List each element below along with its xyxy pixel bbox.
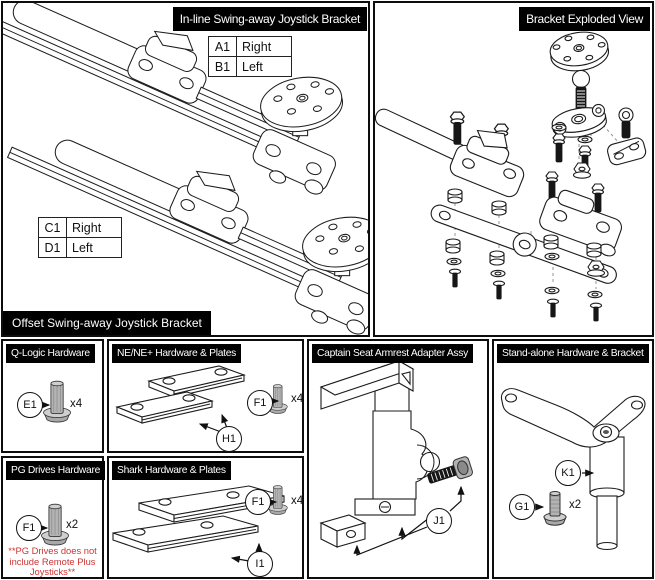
- captain-adapter-drawing: [309, 341, 487, 577]
- item-side: Right: [67, 218, 122, 238]
- callout-f1: F1: [247, 390, 273, 416]
- table-row: [209, 37, 292, 57]
- item-code: C1: [39, 218, 67, 238]
- shark-header: Shark Hardware & Plates: [112, 461, 231, 480]
- item-side: Left: [67, 238, 122, 258]
- panel-qlogic-hardware: [1, 339, 104, 453]
- panel-standalone-hardware-bracket: [492, 339, 654, 579]
- qlogic-header: Q-Logic Hardware: [6, 344, 95, 363]
- standalone-header: Stand-alone Hardware & Bracket: [497, 344, 649, 363]
- exploded-view-header: Bracket Exploded View: [519, 7, 650, 31]
- qlogic-qty: x4: [70, 398, 83, 410]
- panel-nene-hardware-plates: [107, 339, 304, 453]
- j1-arrow: [450, 487, 461, 511]
- item-side: Left: [237, 57, 292, 77]
- table-row: [39, 238, 122, 258]
- item-code: B1: [209, 57, 237, 77]
- callout-f1: F1: [16, 515, 42, 541]
- pg-drives-header: PG Drives Hardware: [6, 461, 105, 480]
- panel-captain-seat-adapter: [307, 339, 489, 579]
- panel-pg-drives-hardware: [1, 456, 104, 579]
- standalone-qty: x2: [569, 499, 582, 511]
- inline-bracket-header: In-line Swing-away Joystick Bracket: [173, 7, 367, 31]
- item-code: D1: [39, 238, 67, 258]
- bracket-exploded-drawing: [375, 3, 652, 335]
- table-row: [209, 57, 292, 77]
- callout-k1: K1: [555, 460, 581, 486]
- j1-arrow: [357, 527, 427, 555]
- j1-arrow: [402, 518, 429, 539]
- captain-header: Captain Seat Armrest Adapter Assy: [312, 344, 473, 363]
- standalone-bracket-drawing: [494, 341, 652, 577]
- offset-bracket-label: Offset Swing-away Joystick Bracket: [3, 311, 211, 335]
- panel-shark-hardware-plates: [107, 456, 304, 579]
- callout-g1: G1: [509, 494, 535, 520]
- offset-bracket-table: [38, 217, 122, 258]
- table-row: [39, 218, 122, 238]
- callout-h1: H1: [216, 426, 242, 452]
- item-code: A1: [209, 37, 237, 57]
- callout-j1: J1: [426, 508, 452, 534]
- pg-qty: x2: [66, 519, 79, 531]
- nene-qty: x4: [291, 393, 304, 405]
- pg-drives-note: **PG Drives does not include Remote Plus Joysticks**: [8, 545, 97, 578]
- nene-header: NE/NE+ Hardware & Plates: [112, 344, 241, 363]
- callout-i1: I1: [247, 551, 273, 577]
- panel-bracket-exploded-view: [373, 1, 654, 337]
- callout-f1: F1: [245, 489, 271, 515]
- panel-inline-offset-bracket: [1, 1, 370, 337]
- inline-bracket-table: [208, 36, 292, 77]
- shark-qty: x4: [291, 495, 304, 507]
- item-side: Right: [237, 37, 292, 57]
- inline-offset-bracket-drawing: [3, 3, 368, 335]
- callout-e1: E1: [17, 392, 43, 418]
